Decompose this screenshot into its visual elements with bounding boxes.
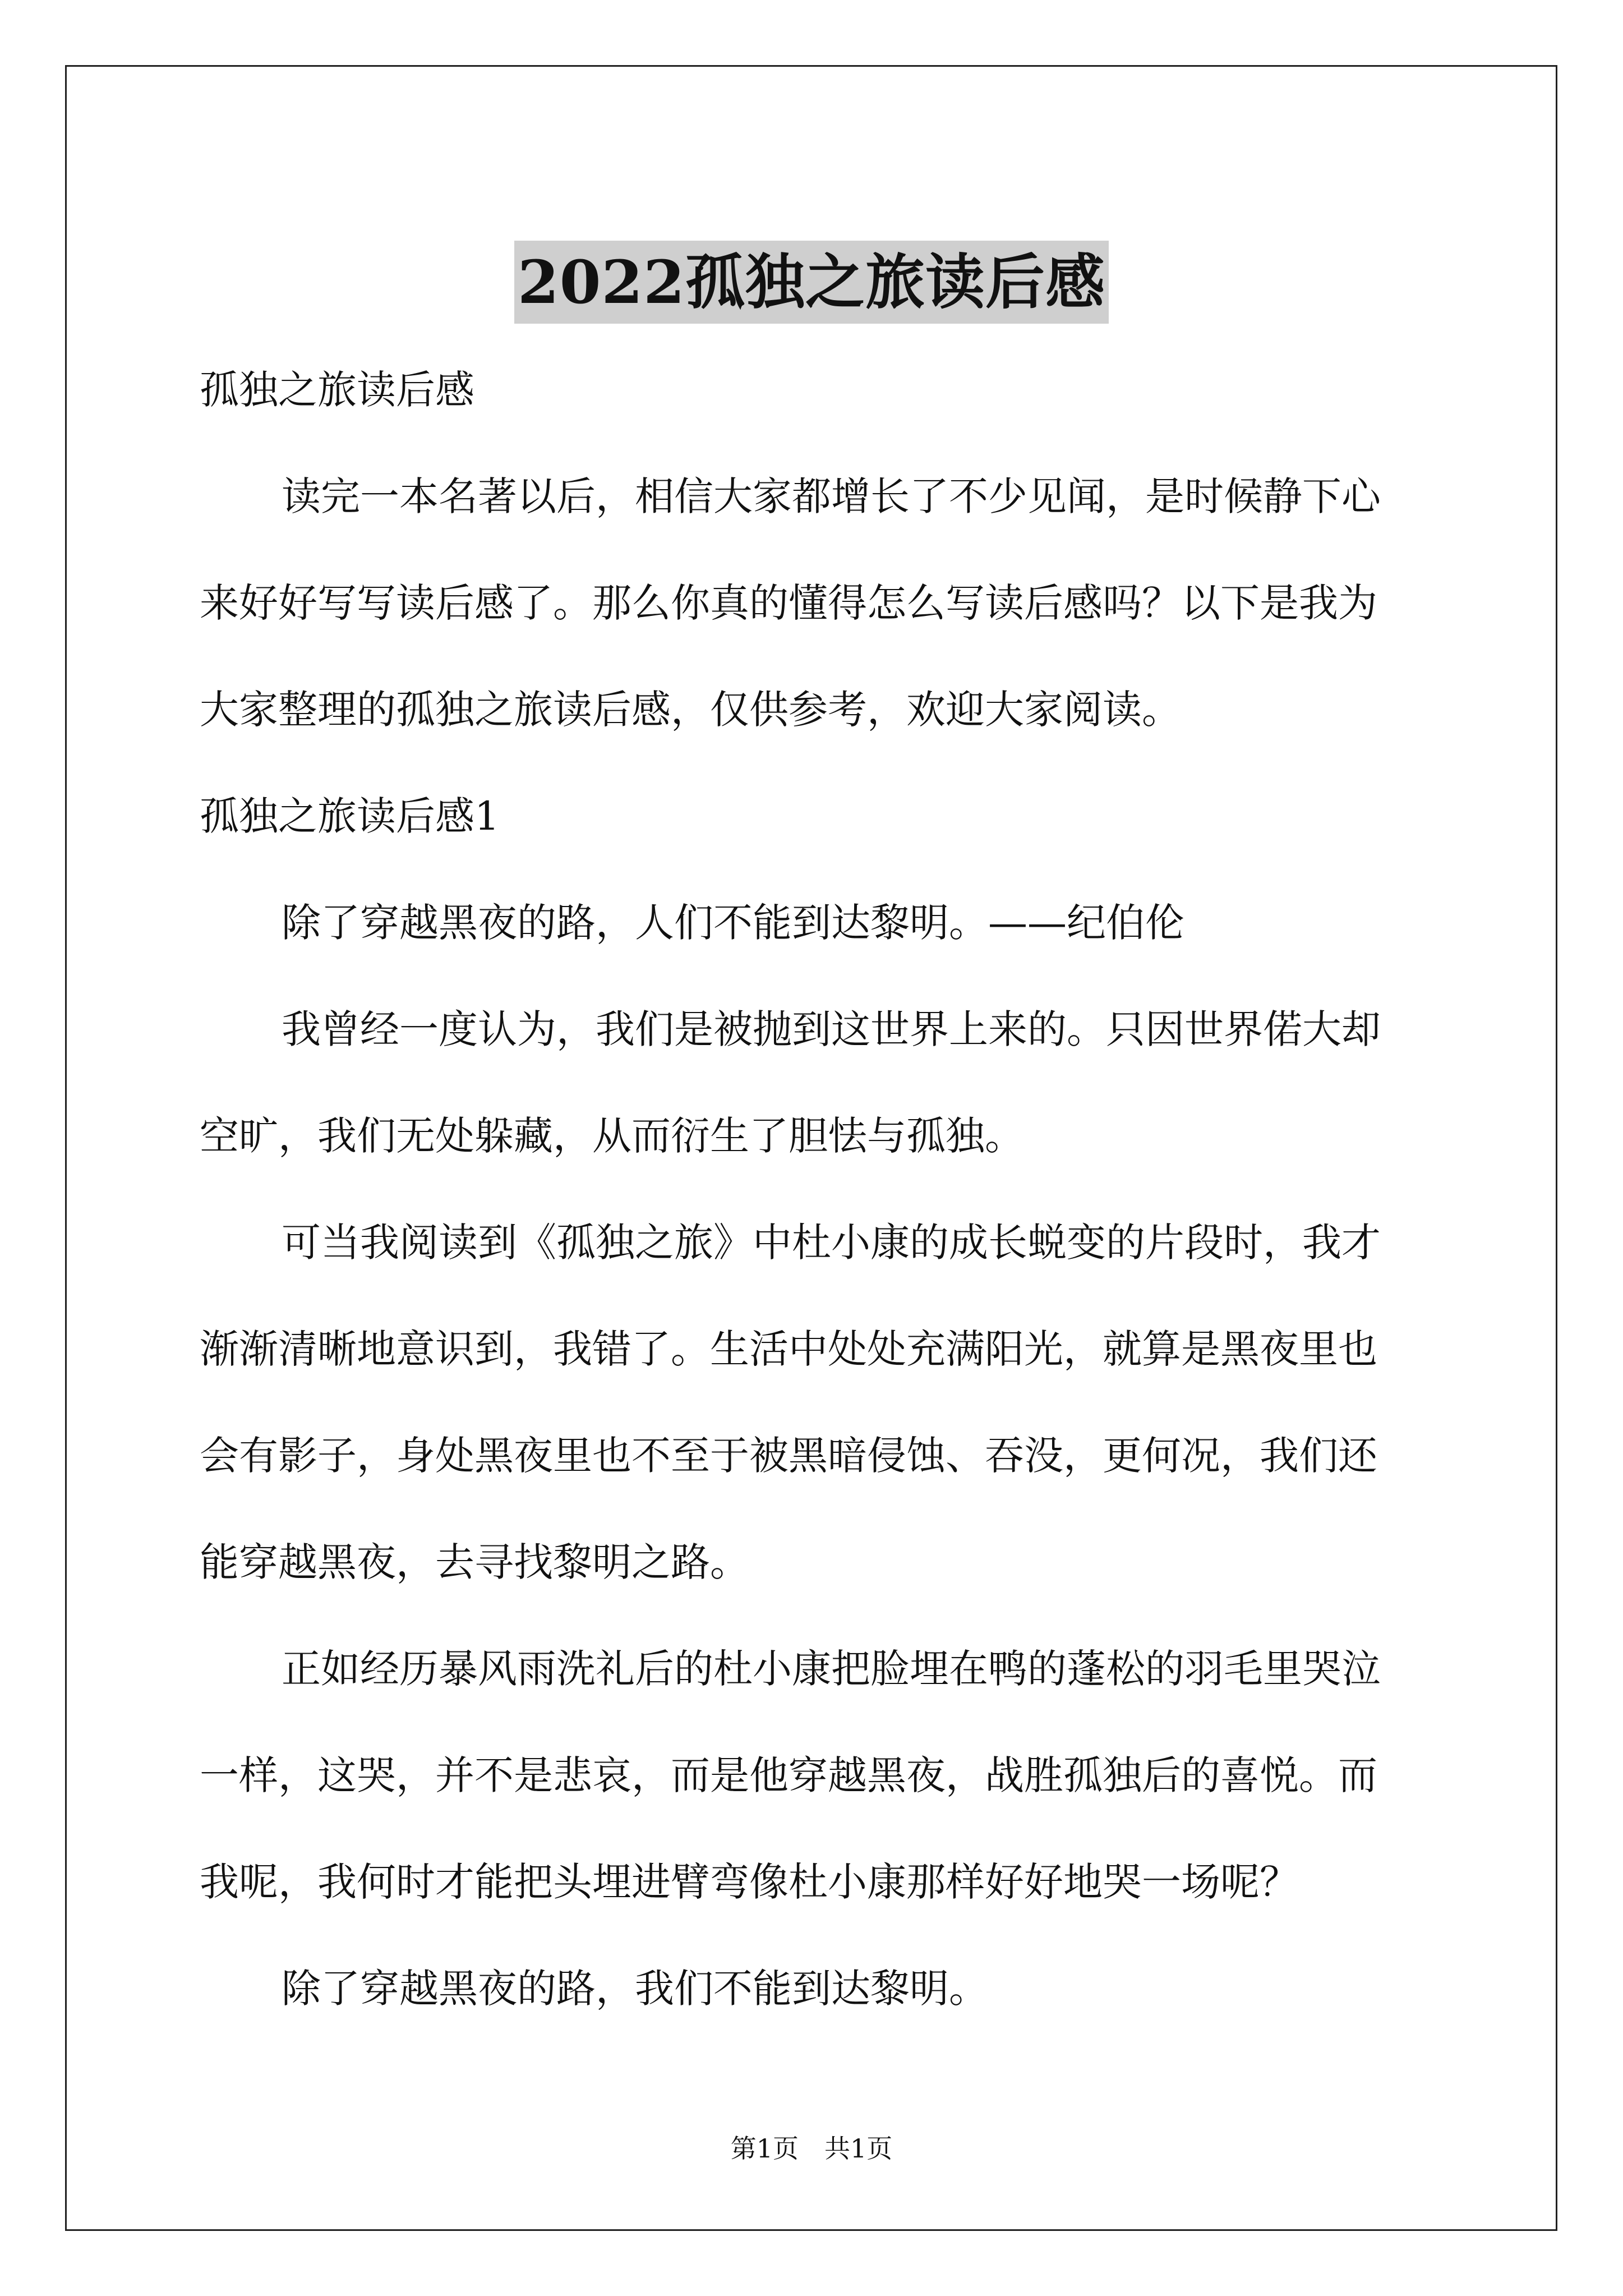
- paragraph: 我呢，我何时才能把头埋进臂弯像杜小康那样好好地哭一场呢？: [200, 1859, 1299, 1905]
- paragraph: 来好好写写读后感了。那么你真的懂得怎么写读后感吗？以下是我为: [200, 580, 1377, 626]
- paragraph: 除了穿越黑夜的路，我们不能到达黎明。: [282, 1966, 988, 2012]
- paragraph: 大家整理的孤独之旅读后感，仅供参考，欢迎大家阅读。: [200, 687, 1181, 733]
- paragraph: 空旷，我们无处躲藏，从而衍生了胆怯与孤独。: [200, 1113, 1024, 1159]
- document-body: [200, 337, 1433, 2042]
- paragraph: 孤独之旅读后感: [200, 367, 474, 413]
- paragraph: 读完一本名著以后，相信大家都增长了不少见闻，是时候静下心: [282, 473, 1381, 519]
- document-title: 2022孤独之旅读后感: [514, 241, 1109, 324]
- paragraph: 渐渐清晰地意识到，我错了。生活中处处充满阳光，就算是黑夜里也: [200, 1326, 1377, 1372]
- paragraph: 一样，这哭，并不是悲哀，而是他穿越黑夜，战胜孤独后的喜悦。而: [200, 1752, 1377, 1798]
- paragraph: 能穿越黑夜，去寻找黎明之路。: [200, 1539, 749, 1585]
- paragraph: 除了穿越黑夜的路，人们不能到达黎明。——纪伯伦: [282, 900, 1184, 946]
- paragraph: 正如经历暴风雨洗礼后的杜小康把脸埋在鸭的蓬松的羽毛里哭泣: [282, 1646, 1381, 1692]
- paragraph: 会有影子，身处黑夜里也不至于被黑暗侵蚀、吞没，更何况，我们还: [200, 1433, 1377, 1479]
- page-number-footer: 第1页 共1页: [730, 2133, 893, 2164]
- paragraph: 我曾经一度认为，我们是被抛到这世界上来的。只因世界偌大却: [282, 1006, 1381, 1052]
- paragraph: 可当我阅读到《孤独之旅》中杜小康的成长蜕变的片段时，我才: [282, 1220, 1381, 1266]
- section-heading: 孤独之旅读后感1: [200, 793, 500, 839]
